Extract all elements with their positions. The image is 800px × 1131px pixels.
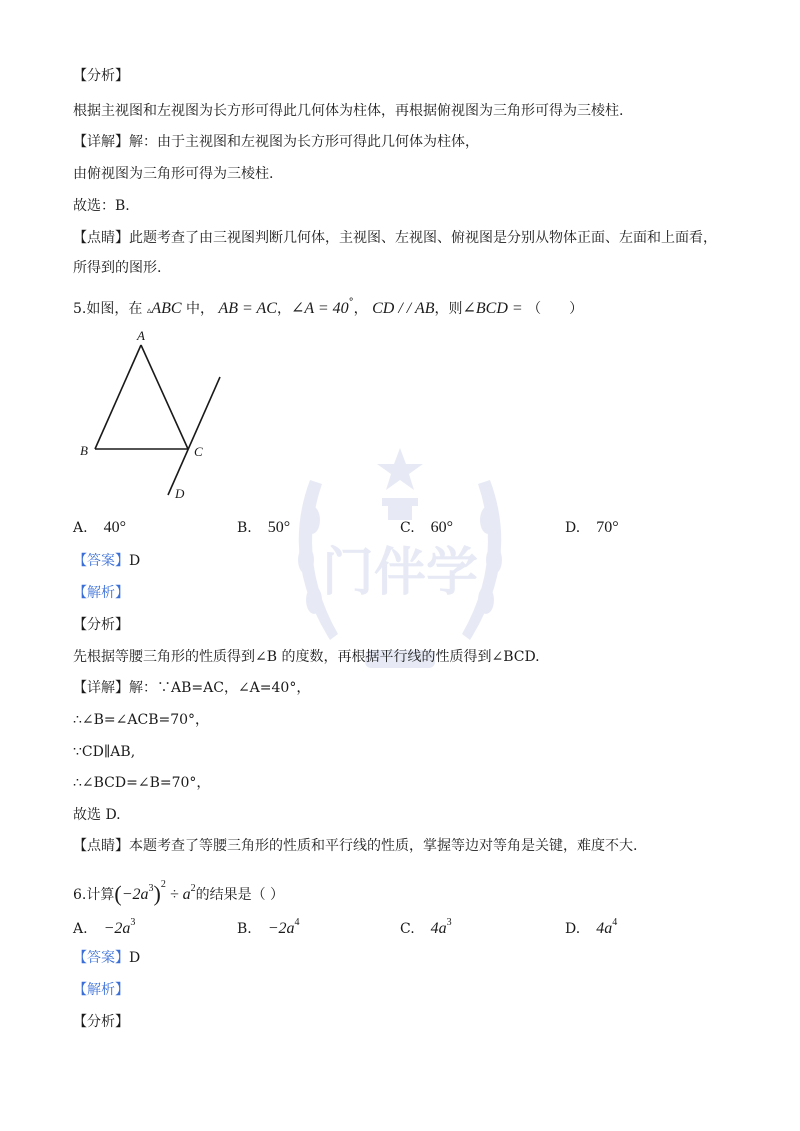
q6-option-b[interactable]	[237, 913, 300, 939]
q6-analysis-tag: 【分析】	[73, 1014, 129, 1030]
line-cd	[168, 377, 220, 495]
option-value: −2a	[267, 920, 295, 937]
q5-option-d[interactable]	[565, 518, 619, 538]
analysis-tag: 【分析】	[73, 68, 129, 84]
detail-tag: 【详解】	[73, 680, 129, 696]
detail-text: 解：∵AB=AC，∠A=40°，	[129, 680, 311, 696]
q5-option-b[interactable]	[237, 518, 290, 538]
label-d: D	[175, 486, 185, 501]
angle-bcd-question: ∠BCD =	[462, 300, 523, 317]
answer-value: D	[129, 950, 141, 966]
right-paren: )	[153, 881, 161, 906]
q6-option-c[interactable]	[400, 913, 452, 939]
inner-term: −2a	[121, 886, 149, 903]
divide-term: ÷ a	[165, 886, 191, 903]
triangle-symbol: ▵	[146, 305, 152, 315]
question-5-stem	[73, 293, 583, 320]
q6-answer-line	[73, 948, 140, 968]
detail-text: 解：由于主视图和左视图为长方形可得此几何体为柱体，	[129, 134, 479, 150]
analysis-line	[73, 66, 129, 86]
q5-detail-line-2: ∴∠B=∠ACB=70°，	[73, 712, 210, 728]
outer-exponent: 2	[160, 879, 166, 890]
comment-line-2: 所得到的图形.	[73, 260, 162, 276]
option-exponent: 4	[294, 917, 300, 928]
q5-detail-line	[73, 678, 310, 698]
option-letter: B.	[237, 921, 252, 937]
degree-sign: °	[348, 297, 354, 308]
answer-tag: 【答案】	[73, 553, 129, 569]
q5-option-a[interactable]	[73, 518, 126, 538]
option-letter: A.	[73, 921, 88, 937]
label-c: C	[194, 444, 203, 459]
q5-prefix: 5.如图，在	[73, 301, 143, 317]
option-value: 4a	[430, 920, 447, 937]
comment-text: 此题考查了由三视图判断几何体，主视图、左视图、俯视图是分别从物体正面、左面和上面看，	[129, 230, 717, 246]
detail-line	[73, 132, 479, 152]
q5-answer-line	[73, 551, 140, 571]
q6-option-d[interactable]	[565, 913, 617, 939]
q5-comment-line	[73, 836, 637, 856]
option-letter: A.	[73, 520, 88, 536]
choice-line: 故选：B.	[73, 198, 130, 214]
option-value: 60°	[430, 519, 454, 536]
q5-detail-line-3: ∵CD∥AB,	[73, 744, 136, 760]
answer-value: D	[129, 553, 141, 569]
q6-option-a[interactable]	[73, 913, 135, 939]
question-6-stem	[73, 872, 284, 908]
q5-choice-line: 故选 D.	[73, 807, 121, 823]
q6-prefix: 6.计算	[73, 887, 115, 903]
inner-exponent: 3	[148, 883, 154, 894]
label-a: A	[137, 328, 145, 343]
q6-explain-tag: 【解析】	[73, 982, 129, 998]
geometry-figure	[73, 325, 243, 505]
comment-line	[73, 228, 717, 248]
watermark-star-icon	[377, 448, 423, 490]
condition-cd-parallel-ab: CD / / AB	[372, 300, 435, 317]
q5-option-c[interactable]	[400, 518, 453, 538]
separator: ，	[353, 301, 368, 317]
q5-mid: 中，	[181, 301, 215, 317]
option-letter: D.	[565, 921, 581, 937]
option-letter: B.	[237, 520, 252, 536]
comment-tag: 【点睛】	[73, 838, 129, 854]
left-paren: (	[114, 881, 122, 906]
watermark-text: 门伴学	[321, 543, 479, 603]
option-letter: D.	[565, 520, 581, 536]
condition-angle-a: ∠A = 40	[290, 300, 349, 317]
q5-explain-tag: 【解析】	[73, 585, 129, 601]
option-value: 4a	[596, 920, 613, 937]
separator: ，	[276, 301, 291, 317]
answer-tag: 【答案】	[73, 950, 129, 966]
q6-suffix: 的结果是（ ）	[195, 887, 285, 903]
analysis-text: 根据主视图和左视图为长方形可得此几何体为柱体，再根据俯视图为三角形可得为三棱柱.	[73, 103, 624, 119]
option-letter: C.	[400, 921, 415, 937]
triangle-name: ABC	[151, 300, 182, 317]
option-exponent: 3	[446, 917, 452, 928]
detail-tag: 【详解】	[73, 134, 129, 150]
label-b: B	[80, 443, 88, 458]
option-exponent: 4	[612, 917, 618, 928]
divide-exponent: 2	[190, 883, 196, 894]
segment-ac	[141, 345, 188, 449]
separator: ，则	[434, 301, 463, 317]
option-letter: C.	[400, 520, 415, 536]
q5-analysis-text: 先根据等腰三角形的性质得到∠B 的度数，再根据平行线的性质得到∠BCD.	[73, 649, 540, 665]
option-value: 40°	[103, 519, 126, 536]
segment-ab	[95, 345, 141, 449]
option-value: 50°	[267, 519, 291, 536]
answer-blank: （ ）	[527, 301, 584, 317]
option-exponent: 3	[130, 917, 136, 928]
option-value: 70°	[596, 519, 619, 536]
q5-analysis-tag: 【分析】	[73, 617, 129, 633]
option-value: −2a	[103, 920, 131, 937]
condition-ab-eq-ac: AB = AC	[218, 300, 277, 317]
comment-tag: 【点睛】	[73, 230, 129, 246]
detail-line-2: 由俯视图为三角形可得为三棱柱.	[73, 166, 274, 182]
q5-detail-line-4: ∴∠BCD=∠B=70°，	[73, 775, 211, 791]
comment-text: 本题考查了等腰三角形的性质和平行线的性质，掌握等边对等角是关键，难度不大.	[129, 838, 638, 854]
